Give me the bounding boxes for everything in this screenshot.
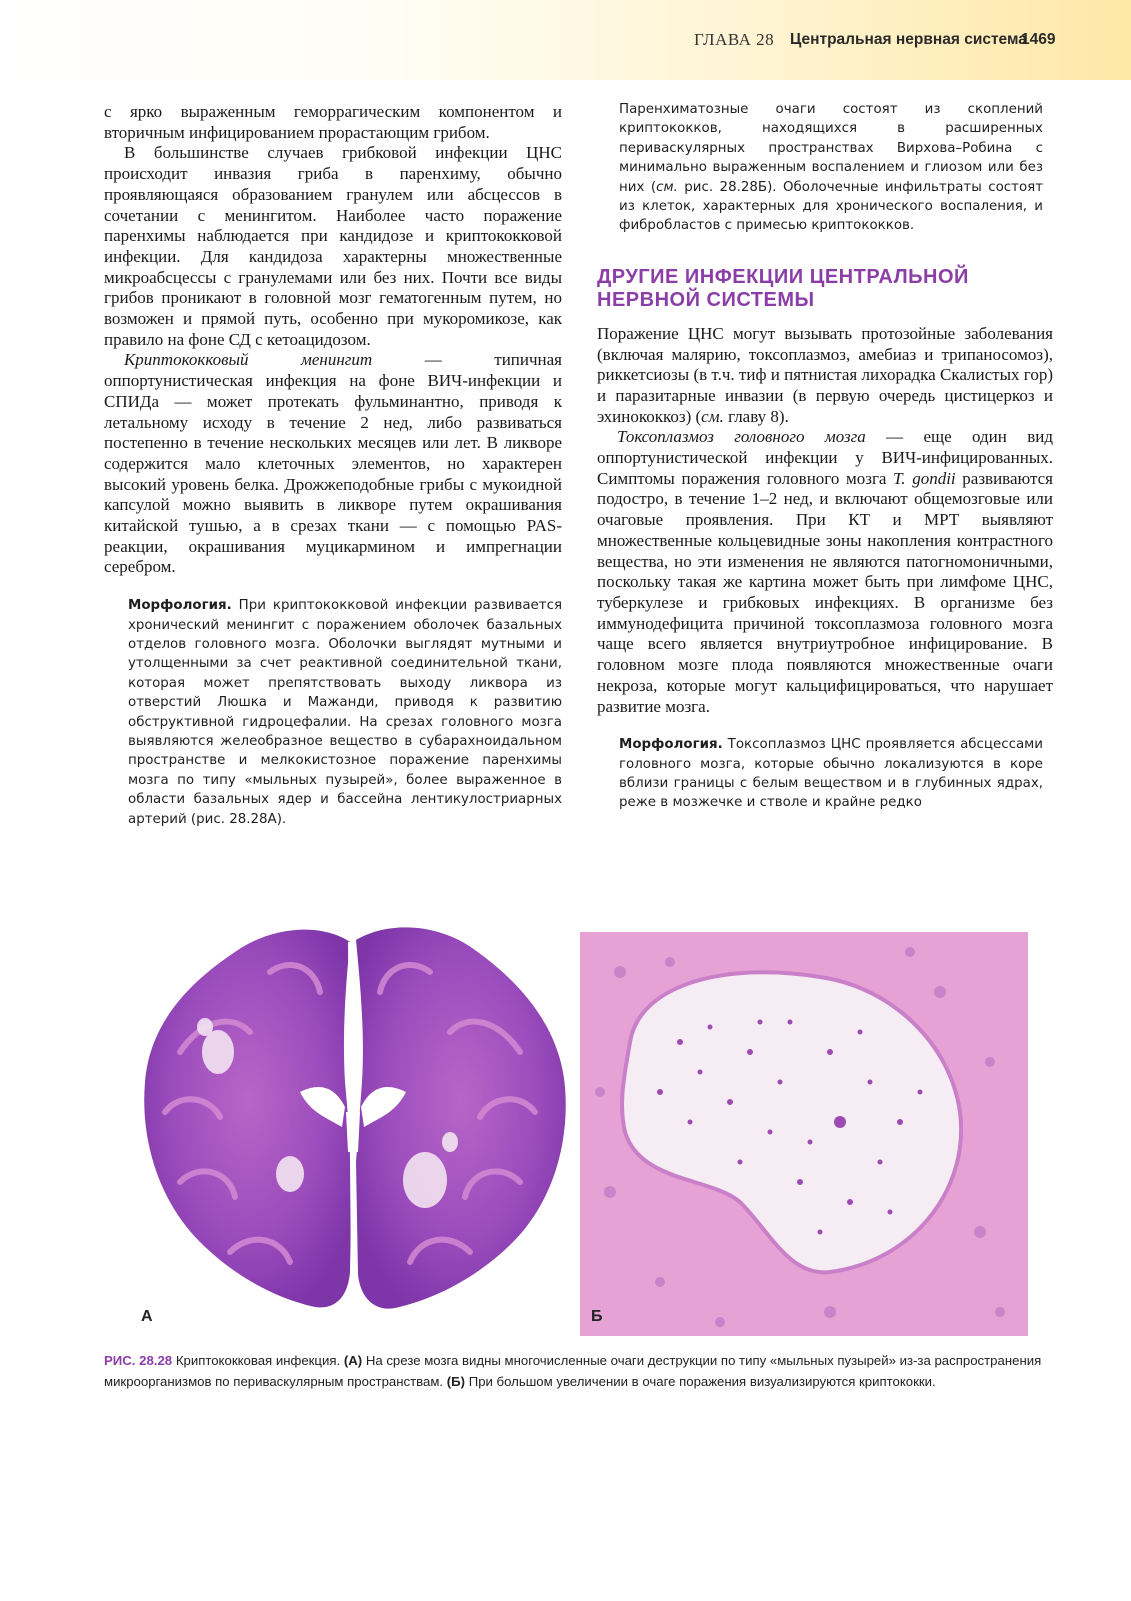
paragraph: с ярко выраженным геморрагическим компонентом и вторичным инфицированием прорастающим грибом. [104,102,562,142]
right-column [597,100,1053,813]
term-italic: Криптококковый менингит [124,350,373,370]
morphology-label: Морфология. [619,737,723,753]
morphology-block: Морфология. Токсоплазмоз ЦНС проявляется абсцессами головного мозга, которые обычно локализуются в коре вблизи границы с белым веществом и в глубинных ядрах, реже в мозжечке и стволе и крайне редко [619,737,1043,811]
running-header-chapter: ГЛАВА 28 [694,30,775,49]
paragraph: Поражение ЦНС могут вызывать протозойные заболевания (включая малярию, токсоплазмоз, амебиаз и трипаносомоз), риккетсиозы (в т.ч. тиф и пятнистая лихорадка Скалистых гор) и паразитарные инвазии (в первую очередь цистицеркоз и эхинококкоз) (см. главу 8). [597,323,1053,426]
section-heading: ДРУГИЕ ИНФЕКЦИИ ЦЕНТРАЛЬНОЙ НЕРВНОЙ СИСТЕМЫ [597,265,969,311]
page-number: 1469 [1021,31,1056,48]
morphology-block: Морфология. При криптококковой инфекции развивается хронический менингит с поражением оболочек базальных отделов головного мозга. Оболочки выглядят мутными и утолщенными за счет реактивной соединительной ткани, которая может препятствовать выходу ликвора из отверстий Люшка и Мажанди, приводя к развитию обструктивной гидроцефалии. На срезах головного мозга выявляются желеобразное вещество в субарахноидальном пространстве и мелкокистозное поражение паренхимы мозга по типу «мыльных пузырей», более выраженное в области базальных ядер и бассейна лентикулостриарных артерий (рис. 28.28А). [128,598,562,827]
paragraph: Токсоплазмоз головного мозга — еще один вид оппортунистической инфекции у ВИЧ-инфицированных. Симптомы поражения головного мозга T. gondii развиваются подостро, в течение 1–2 нед, и включают общемозговые или очаговые проявления. При КТ и МРТ выявляют множественные кольцевидные зоны накопления контрастного вещества, но эти изменения не являются патогномоничными, поскольку такая же картина может быть при лимфоме ЦНС, туберкулезе и грибковых инфекциях. В организме без иммунодефицита причиной токсоплазмоза головного мозга чаще всего является внутриутробное инфицирование. В головном мозге плода появляются множественные очаги некроза, которые могут кальцифицироваться, что нарушает развитие мозга. [597,427,1053,716]
caption-figure-number: РИС. 28.28 [104,1353,173,1368]
figure-panel-b [580,932,1028,1336]
left-column [104,102,562,829]
panel-a-label: А [141,1308,153,1325]
running-header-title: Центральная нервная система [790,31,1027,48]
paragraph: Криптококковый менингит — типичная оппортунистическая инфекция на фоне ВИЧ-инфекции и СПИДа — может протекать фульминантно, приводя к летальному исходу в течение 2 нед, либо развиваться постепенно в течение нескольких месяцев или лет. В ликворе содержится мало клеточных элементов, но характерен высокий уровень белка. Дрожжеподобные грибы с мукоидной капсулой можно выявить в ликворе путем окрашивания китайской тушью, а в срезах ткани — с помощью PAS-реакции, окрашивания муцикармином и импрегнации серебром. [104,350,562,577]
panel-b-label: Б [591,1308,603,1325]
morphology-continuation: Паренхиматозные очаги состоят из скоплений криптококков, находящихся в расширенных периваскулярных пространствах Вирхова–Робина с минимально выраженным воспалением и глиозом или без них (см. рис. 28.28Б). Оболочечные инфильтраты состоят из клеток, характерных для хронического воспаления, и фибробластов с примесью криптококков. [619,102,1043,234]
figure-caption: РИС. 28.28 Криптококковая инфекция. (А) На срезе мозга видны многочисленные очаги деструкции по типу «мыльных пузырей» из-за распространения микроорганизмов по периваскулярным пространствам. (Б) При большом увеличении в очаге поражения визуализируются криптококки. [104,1353,1042,1389]
species-italic: T. gondii [893,468,956,488]
term-italic: Токсоплазмоз головного мозга [617,427,866,447]
morphology-label: Морфология. [128,598,232,614]
brain-section-image [120,912,578,1336]
paragraph: В большинстве случаев грибковой инфекции ЦНС происходит инвазия гриба в паренхиму, обычно проявляющаяся образованием гранулем или абсцессов в сочетании с менингитом. Наиболее часто поражение паренхимы наблюдается при кандидозе и криптококковой инфекции. Для кандидоза характерны множественные микроабсцессы с гранулемами или без них. Почти все виды грибов проникают в головной мозг гематогенным путем, но возможен и прямой путь, особенно при мукоромикозе, как правило на фоне СД с кетоацидозом. [104,143,562,349]
micrograph-image [580,932,1028,1336]
figure-panel-a [120,912,578,1336]
